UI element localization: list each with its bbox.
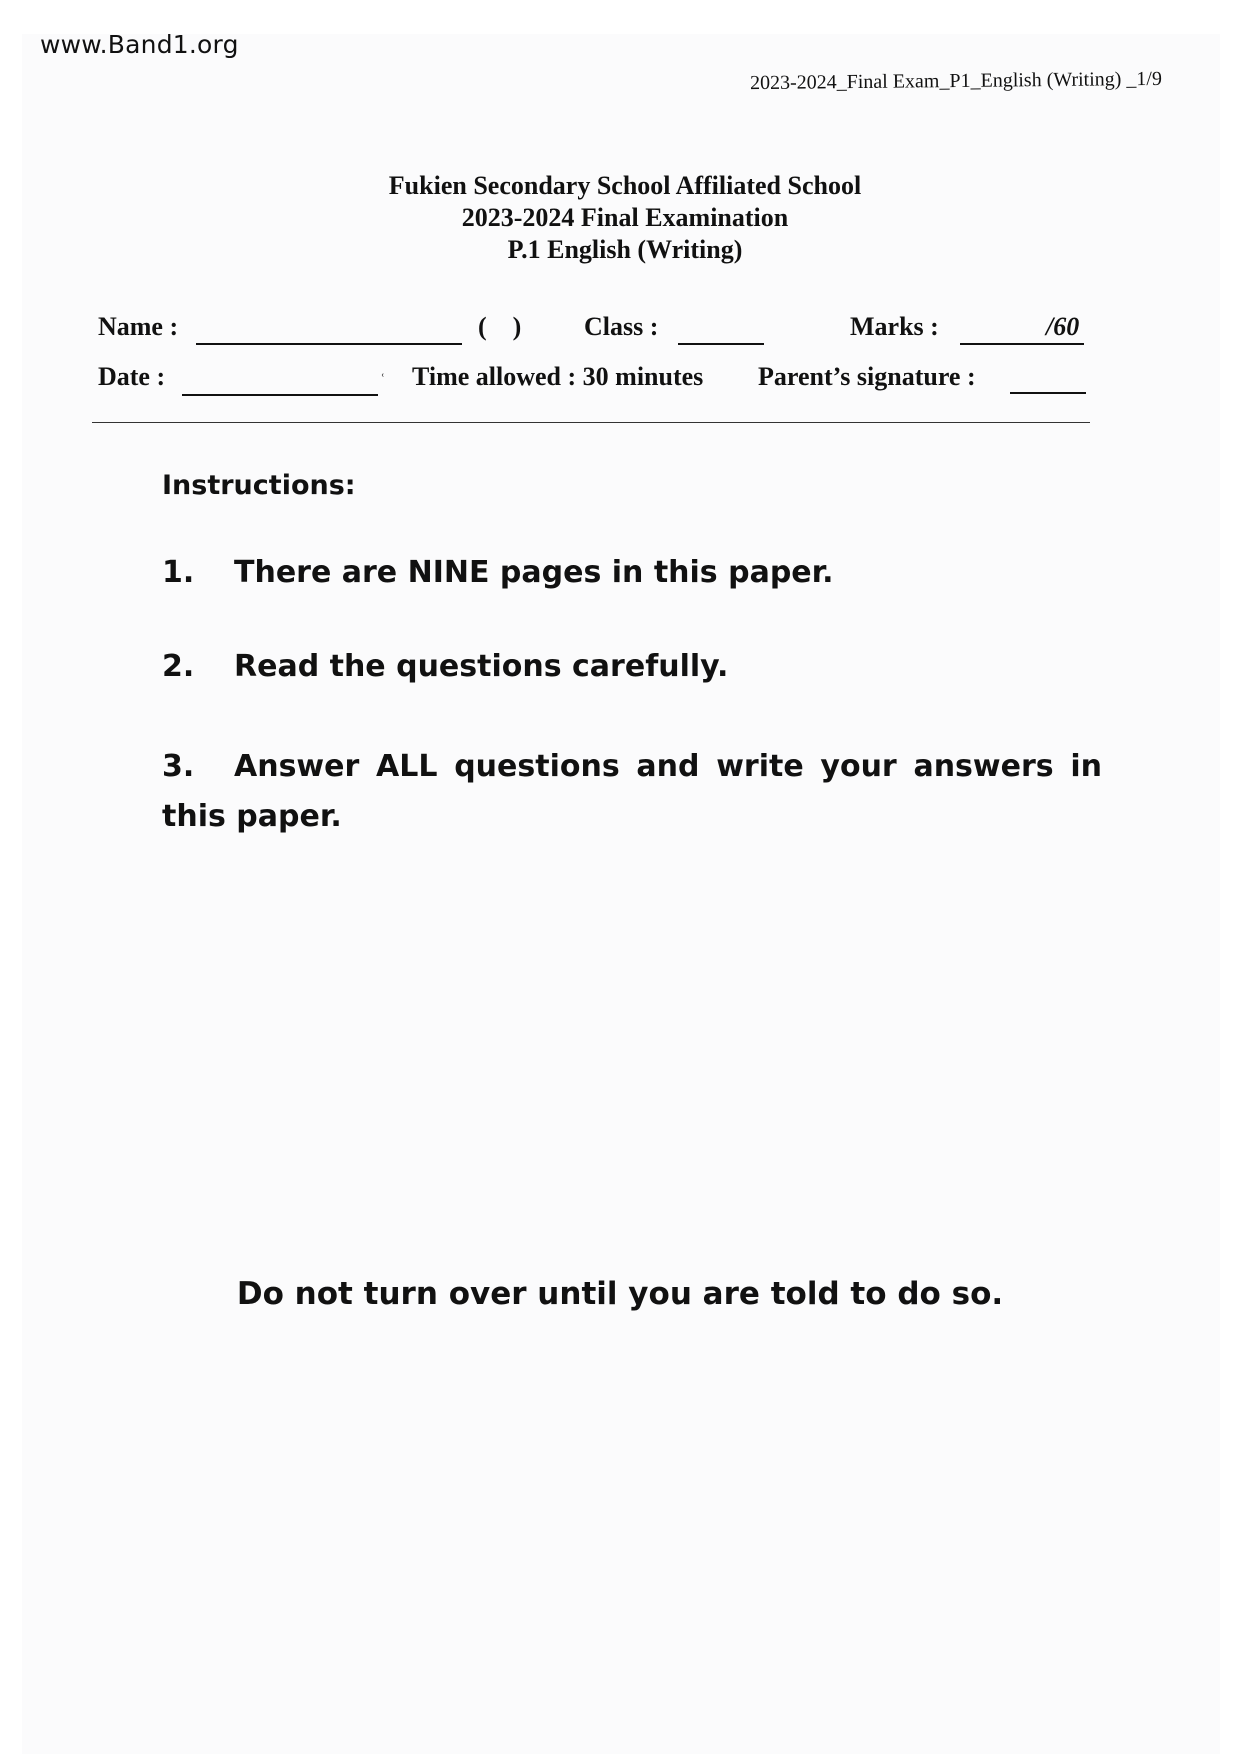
time-allowed: Time allowed : 30 minutes [412,362,704,391]
instruction-number: 3. [162,749,195,784]
subject-title: P.1 English (Writing) [507,235,743,264]
instruction-text: There are NINE pages in this paper. [234,555,834,590]
class-label: Class : [584,312,659,341]
instruction-item [162,548,834,598]
marks-field[interactable] [960,343,1084,345]
scanned-page [22,34,1220,1754]
date-field[interactable] [182,394,378,396]
instruction-text: Answer ALL questions and write your answers in this paper. [162,749,1102,834]
class-number-field[interactable]: ( ) [478,312,522,341]
class-field[interactable] [678,343,764,345]
page-reference: 2023-2024_Final Exam_P1_English (Writing) _1/9 [749,67,1163,95]
date-label: Date : [98,362,166,391]
signature-label: Parent’s signature : [758,362,976,391]
instruction-item [162,742,1102,842]
exam-header [0,170,1240,266]
signature-field[interactable] [1010,392,1086,394]
school-name: Fukien Secondary School Affiliated School [388,171,862,200]
name-field[interactable] [196,343,462,345]
instructions-heading: Instructions: [162,470,356,501]
exam-title: 2023-2024 Final Examination [461,203,789,232]
marks-total: /60 [1046,312,1080,341]
instruction-number: 2. [162,649,195,684]
instruction-number: 1. [162,555,195,590]
date-comma-mark: ʿ [380,372,386,389]
instruction-text: Read the questions carefully. [234,649,729,684]
do-not-turn-notice: Do not turn over until you are told to do so. [236,1276,1004,1312]
marks-label: Marks : [850,312,939,341]
instruction-item [162,642,728,692]
name-label: Name : [98,312,179,341]
header-divider [92,422,1090,423]
watermark-url: www.Band1.org [40,30,239,59]
